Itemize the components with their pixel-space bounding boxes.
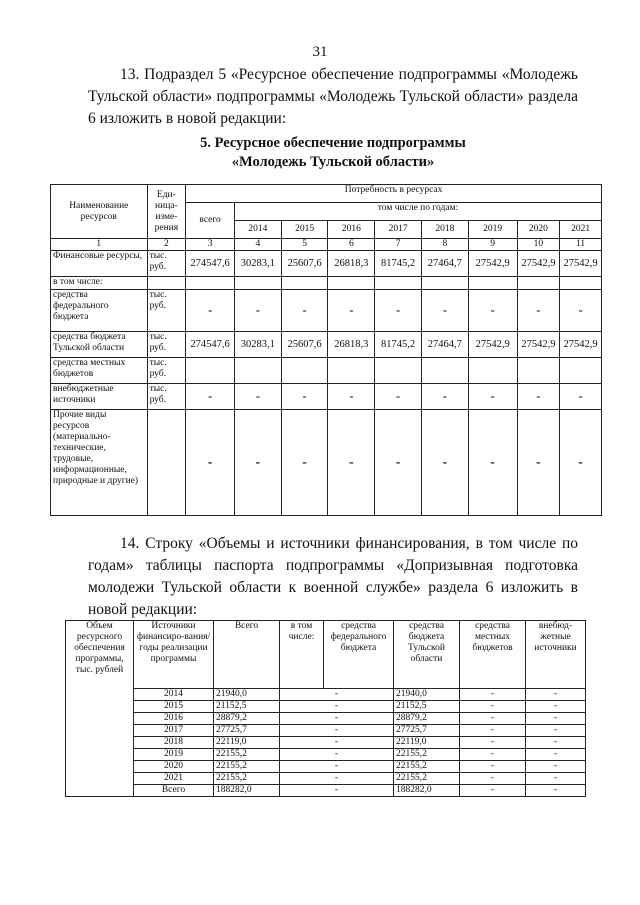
row-local: - — [460, 725, 526, 737]
year-cell: 2019 — [468, 221, 517, 239]
row-value: 27542,9 — [468, 332, 517, 358]
row-value: - — [281, 290, 328, 332]
row-value: - — [186, 290, 235, 332]
row-value: 30283,1 — [234, 332, 281, 358]
row-regional: 22155,2 — [394, 773, 460, 785]
row-total: 28879,2 — [214, 713, 280, 725]
row-total: 21940,0 — [214, 689, 280, 701]
year-cell: 2021 — [560, 221, 602, 239]
row-value — [281, 358, 328, 384]
row-federal: - — [280, 761, 394, 773]
row-value: - — [186, 410, 235, 516]
row-local: - — [460, 773, 526, 785]
row-value: - — [468, 290, 517, 332]
row-total: 27725,7 — [214, 725, 280, 737]
row-value: - — [421, 384, 468, 410]
colnum-cell: 11 — [560, 239, 602, 251]
year-cell: 2018 — [421, 221, 468, 239]
row-extra: - — [526, 713, 586, 725]
row-value: - — [517, 290, 560, 332]
row-total: 22155,2 — [214, 761, 280, 773]
row-extra: - — [526, 737, 586, 749]
row-year: 2021 — [134, 773, 214, 785]
row-local: - — [460, 785, 526, 797]
row-value — [375, 358, 422, 384]
row-value — [517, 358, 560, 384]
row-value: - — [468, 410, 517, 516]
row-regional: 22155,2 — [394, 761, 460, 773]
row-year: 2019 — [134, 749, 214, 761]
table-row — [51, 410, 602, 516]
row-name: Прочие виды ресурсов (материально-технические, трудовые, информационные, природные и другие) — [51, 410, 148, 516]
row-year: 2018 — [134, 737, 214, 749]
row-value — [517, 277, 560, 290]
row-value — [560, 358, 602, 384]
row-value: - — [560, 290, 602, 332]
paragraph-14-text: 14. Строку «Объемы и источники финансирования, в том числе по годам» таблицы паспорта подпрограммы «Допризывная подготовка молодежи Тульской области к военной службе» раздела 6 изложить в новой редакции: — [88, 535, 578, 618]
header-total: Всего — [214, 621, 280, 689]
table-row — [66, 737, 586, 749]
header-regional: средства бюджета Тульской области — [394, 621, 460, 689]
row-value: - — [375, 410, 422, 516]
row-regional: 21940,0 — [394, 689, 460, 701]
row-regional: 21152,5 — [394, 701, 460, 713]
table-row — [66, 713, 586, 725]
table-row — [66, 701, 586, 713]
row-value: 27464,7 — [421, 332, 468, 358]
row-value: - — [281, 410, 328, 516]
paragraph-13 — [88, 64, 578, 130]
row-regional: 22119,0 — [394, 737, 460, 749]
row-value — [186, 277, 235, 290]
row-name: в том числе: — [51, 277, 148, 290]
header-federal: средства федерального бюджета — [324, 621, 394, 689]
row-value: 25607,6 — [281, 332, 328, 358]
row-value: - — [560, 384, 602, 410]
table-row — [51, 290, 602, 332]
row-regional: 22155,2 — [394, 749, 460, 761]
row-value: - — [328, 384, 375, 410]
header-local: средства местных бюджетов — [460, 621, 526, 689]
row-year: 2016 — [134, 713, 214, 725]
row-value — [234, 358, 281, 384]
row-value: - — [517, 410, 560, 516]
row-federal: - — [280, 737, 394, 749]
row-value: - — [234, 384, 281, 410]
colnum-cell: 5 — [281, 239, 328, 251]
row-unit: тыс. руб. — [147, 290, 186, 332]
colnum-cell: 3 — [186, 239, 235, 251]
row-regional: 28879,2 — [394, 713, 460, 725]
header-extra: внебюд-жетные источники — [526, 621, 586, 689]
year-cell: 2015 — [281, 221, 328, 239]
row-federal: - — [280, 785, 394, 797]
header-need: Потребность в ресурсах — [186, 185, 602, 203]
row-local: - — [460, 761, 526, 773]
header-unit: Еди-ница-изме-рения — [147, 185, 186, 239]
row-federal: - — [280, 725, 394, 737]
row-value: 27464,7 — [421, 251, 468, 277]
row-unit: тыс. руб. — [147, 332, 186, 358]
row-value — [328, 358, 375, 384]
row-total: 22155,2 — [214, 773, 280, 785]
row-federal: - — [280, 749, 394, 761]
row-unit: тыс. руб. — [147, 384, 186, 410]
table-row — [66, 761, 586, 773]
row-name: средства федерального бюджета — [51, 290, 148, 332]
financing-table — [65, 620, 586, 797]
row-value: 26818,3 — [328, 251, 375, 277]
row-value: 81745,2 — [375, 332, 422, 358]
table-row — [66, 749, 586, 761]
year-cell: 2017 — [375, 221, 422, 239]
row-local: - — [460, 713, 526, 725]
header-total: всего — [186, 203, 235, 239]
row-name: внебюджетные источники — [51, 384, 148, 410]
header-volume: Объем ресурсного обеспечения программы, тыс. рублей — [66, 621, 134, 797]
row-value: 27542,9 — [560, 251, 602, 277]
table-row — [51, 358, 602, 384]
row-federal: - — [280, 713, 394, 725]
year-cell: 2020 — [517, 221, 560, 239]
row-total: 188282,0 — [214, 785, 280, 797]
row-total: 22155,2 — [214, 749, 280, 761]
row-value: 27542,9 — [468, 251, 517, 277]
row-value — [468, 358, 517, 384]
row-name: Финансовые ресурсы, — [51, 251, 148, 277]
row-value: 26818,3 — [328, 332, 375, 358]
row-extra: - — [526, 701, 586, 713]
colnum-cell: 9 — [468, 239, 517, 251]
row-value: - — [468, 384, 517, 410]
row-year: 2020 — [134, 761, 214, 773]
table-row — [51, 332, 602, 358]
row-value: - — [421, 290, 468, 332]
row-value: 27542,9 — [517, 332, 560, 358]
row-value — [468, 277, 517, 290]
row-value — [375, 277, 422, 290]
colnum-cell: 10 — [517, 239, 560, 251]
paragraph-14 — [88, 533, 578, 621]
row-extra: - — [526, 689, 586, 701]
row-value: 25607,6 — [281, 251, 328, 277]
row-federal: - — [280, 773, 394, 785]
row-local: - — [460, 701, 526, 713]
column-number-row — [51, 239, 602, 251]
row-extra: - — [526, 749, 586, 761]
section-heading — [88, 134, 578, 172]
row-value — [281, 277, 328, 290]
row-value: - — [421, 410, 468, 516]
row-value — [186, 358, 235, 384]
table-row — [66, 725, 586, 737]
row-value: - — [375, 290, 422, 332]
row-value: - — [375, 384, 422, 410]
row-value: 274547,6 — [186, 332, 235, 358]
header-sources: Источники финансиро-вания/годы реализации программы — [134, 621, 214, 689]
row-value: - — [281, 384, 328, 410]
paragraph-13-text: 13. Подраздел 5 «Ресурсное обеспечение подпрограммы «Молодежь Тульской области» подпрограммы «Молодежь Тульской области» раздела 6 изложить в новой редакции: — [88, 66, 578, 127]
row-unit: тыс. руб. — [147, 251, 186, 277]
row-value — [421, 277, 468, 290]
colnum-cell: 7 — [375, 239, 422, 251]
table-row — [51, 384, 602, 410]
header-resource-name: Наименование ресурсов — [51, 185, 148, 239]
row-total: 22119,0 — [214, 737, 280, 749]
header-by-year: том числе по годам: — [234, 203, 601, 221]
row-regional: 27725,7 — [394, 725, 460, 737]
header-including: в том числе: — [280, 621, 324, 689]
table-row — [66, 773, 586, 785]
row-value: - — [517, 384, 560, 410]
table-row — [66, 785, 586, 797]
row-year: 2017 — [134, 725, 214, 737]
row-local: - — [460, 749, 526, 761]
row-value: - — [234, 290, 281, 332]
row-value: - — [328, 290, 375, 332]
row-value — [234, 277, 281, 290]
row-extra: - — [526, 785, 586, 797]
year-cell: 2016 — [328, 221, 375, 239]
table-row — [66, 689, 586, 701]
section-heading-line2: «Молодежь Тульской области» — [231, 154, 435, 170]
row-extra: - — [526, 761, 586, 773]
row-value: 27542,9 — [560, 332, 602, 358]
page-number: 31 — [312, 44, 328, 60]
colnum-cell: 1 — [51, 239, 148, 251]
row-unit: тыс. руб. — [147, 358, 186, 384]
colnum-cell: 6 — [328, 239, 375, 251]
row-value: 274547,6 — [186, 251, 235, 277]
row-value: - — [186, 384, 235, 410]
row-value: - — [234, 410, 281, 516]
row-year: Всего — [134, 785, 214, 797]
table-row — [51, 277, 602, 290]
row-regional: 188282,0 — [394, 785, 460, 797]
row-year: 2014 — [134, 689, 214, 701]
row-name: средства бюджета Тульской области — [51, 332, 148, 358]
row-unit — [147, 410, 186, 516]
section-heading-line1: 5. Ресурсное обеспечение подпрограммы — [200, 135, 466, 151]
year-cell: 2014 — [234, 221, 281, 239]
row-unit — [147, 277, 186, 290]
row-value — [421, 358, 468, 384]
row-value — [560, 277, 602, 290]
colnum-cell: 2 — [147, 239, 186, 251]
row-value: - — [560, 410, 602, 516]
row-value: 30283,1 — [234, 251, 281, 277]
row-federal: - — [280, 701, 394, 713]
table-row — [51, 251, 602, 277]
row-local: - — [460, 689, 526, 701]
row-local: - — [460, 737, 526, 749]
row-total: 21152,5 — [214, 701, 280, 713]
row-federal: - — [280, 689, 394, 701]
row-name: средства местных бюджетов — [51, 358, 148, 384]
colnum-cell: 4 — [234, 239, 281, 251]
row-value: - — [328, 410, 375, 516]
row-value — [328, 277, 375, 290]
row-year: 2015 — [134, 701, 214, 713]
row-extra: - — [526, 725, 586, 737]
colnum-cell: 8 — [421, 239, 468, 251]
row-extra: - — [526, 773, 586, 785]
resources-table — [50, 184, 602, 516]
row-value: 81745,2 — [375, 251, 422, 277]
row-value: 27542,9 — [517, 251, 560, 277]
